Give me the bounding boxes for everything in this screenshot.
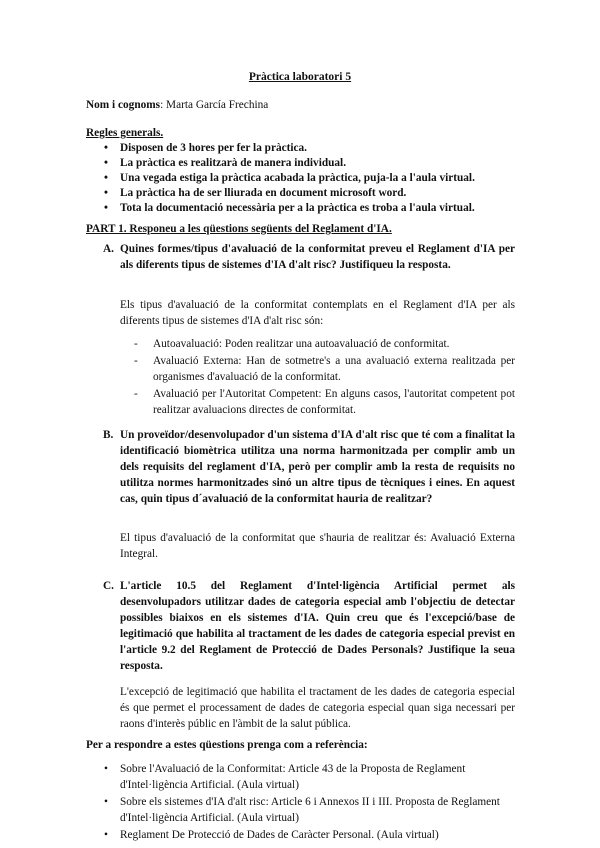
question-c	[103, 578, 515, 674]
list-item: • La pràctica ha de ser lliurada en document microsoft word.	[103, 185, 475, 200]
list-item: • Reglament De Protecció de Dades de Caràcter Personal. (Aula virtual)	[103, 827, 513, 843]
question-b	[103, 427, 515, 507]
author-line	[86, 97, 268, 113]
page-title: Pràctica laboratori 5	[248, 71, 352, 83]
question-text: Quines formes/tipus d'avaluació de la conformitat preveu el Reglament d'IA per als diferents tipus de sistemes d'IA d'alt risc? Justifiqueu la resposta.	[120, 243, 515, 271]
list-item: - Avaluació per l'Autoritat Competent: En alguns casos, l'autoritat competent pot realitzar avaluacions directes de conformitat.	[120, 386, 515, 418]
author-label: Nom i cognoms	[86, 99, 161, 111]
references-list	[103, 761, 513, 844]
rules-heading: Regles generals.	[86, 127, 164, 139]
question-letter: C.	[103, 580, 114, 592]
list-item: • Sobre els sistemes d'IA d'alt risc: Article 6 i Annexos II i III. Proposta de Reglament d'Intel·ligència Artificial. (Aula virtual)	[103, 794, 513, 826]
answer-c: L'excepció de legitimació que habilita el tractament de les dades de categoria especial és que permet el processament de dades de categoria especial quan siga necessari per raons d'interès públic en l'àmbit de la salut pública.	[120, 686, 515, 730]
question-letter: A.	[103, 243, 114, 255]
list-item: • Disposen de 3 hores per fer la pràctica.	[103, 140, 475, 155]
author-name: : Marta García Frechina	[160, 99, 269, 111]
answer-a: Els tipus d'avaluació de la conformitat contemplats en el Reglament d'IA per als diferents tipus de sistemes d'IA d'alt risc són:	[120, 299, 515, 327]
list-item: • Sobre l'Avaluació de la Conformitat: Article 43 de la Proposta de Reglament d'Intel·ligència Artificial. (Aula virtual)	[103, 761, 513, 793]
list-item: • Una vegada estiga la pràctica acabada la pràctica, puja-la a l'aula virtual.	[103, 170, 475, 185]
list-item: - Avaluació Externa: Han de sotmetre's a una avaluació externa realitzada per organismes d'avaluació de la conformitat.	[120, 353, 515, 385]
list-item: - Autoavaluació: Poden realitzar una autoavaluació de conformitat.	[120, 336, 515, 352]
list-item: • Tota la documentació necessària per a la pràctica es troba a l'aula virtual.	[103, 200, 475, 215]
question-letter: B.	[103, 429, 114, 441]
list-item: • La pràctica es realitzarà de manera individual.	[103, 155, 475, 170]
question-text: L'article 10.5 del Reglament d'Intel·ligència Artificial permet als desenvolupadors utilitzar dades de categoria especial amb l'objectiu de detectar possibles biaixos en els sistemes d'IA. Quin creu que és l'excepció/base de legitimació que habilita al tractament de les dades de categoria especial previst en l'article 9.2 del Reglament de Protecció de Dades Personals? Justifique la seua resposta.	[120, 580, 515, 672]
references-heading: Per a respondre a estes qüestions prenga com a referència:	[86, 739, 368, 751]
rules-list	[103, 140, 475, 215]
question-a	[103, 241, 515, 273]
answer-b: El tipus d'avaluació de la conformitat que s'hauria de realitzar és: Avaluació Externa Integral.	[120, 532, 515, 560]
part1-heading: PART 1. Responeu a les qüestions següents del Reglament d'IA.	[86, 223, 392, 235]
question-text: Un proveïdor/desenvolupador d'un sistema d'IA d'alt risc que té com a finalitat la identificació biomètrica utilitza una norma harmonitzada per complir amb un dels requisits del reglament d'IA, però per complir amb la resta de requisits no utilitza normes harmonitzades sinó un altre tipus de tècniques i eines. En aquest cas, quin tipus d´avaluació de la conformitat hauria de realitzar?	[120, 429, 515, 505]
answer-a-list	[120, 336, 515, 419]
